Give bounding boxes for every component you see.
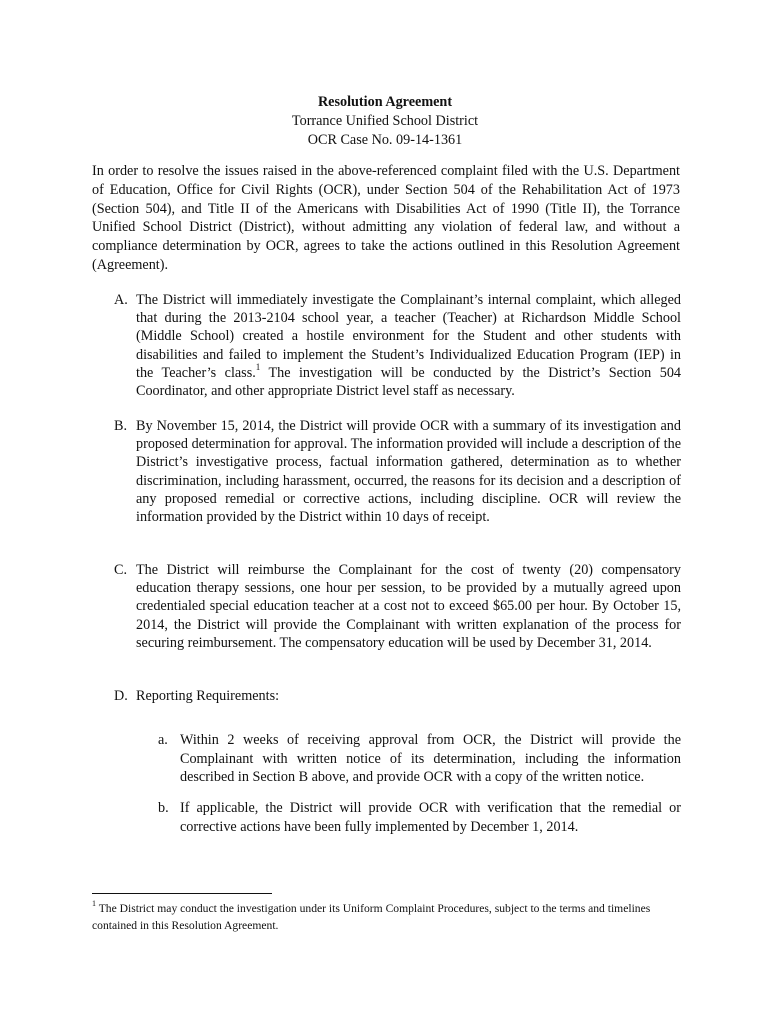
footnote-ref: 1 <box>255 362 261 373</box>
item-a-text-part1: The District will immediately investigate the Complainant’s internal complaint, which alleged that during the 2013-2104 school year, a teacher (Teacher) at Richardson Middle School (Middle School) created a hostile environment for the Student and other students with disabilities and failed to implement the Student’s Individualized Education Program (IEP) in the Teacher’s class. <box>136 292 681 381</box>
document-header <box>0 93 770 150</box>
footnote-text: The District may conduct the investigation under its Uniform Complaint Procedures, subject to the terms and timelines contained in this Resolution Agreement. <box>92 902 651 932</box>
subitem-b <box>158 799 681 836</box>
case-number: OCR Case No. 09-14-1361 <box>307 132 463 148</box>
item-b <box>114 417 681 526</box>
item-a <box>114 291 681 400</box>
item-a-text <box>136 291 681 400</box>
subitem-b-text: If applicable, the District will provide OCR with verification that the remedial or corrective actions have been fully implemented by December 1, 2014. <box>180 800 681 835</box>
item-a-label: A. <box>114 292 128 308</box>
intro-paragraph: In order to resolve the issues raised in the above-referenced complaint filed with the U.S. Department of Education, Office for Civil Rights (OCR), under Section 504 of the Rehabilitation Act of 1973 (Section 504), and Title II of the Americans with Disabilities Act of 1990 (Title II), the Torrance Unified School District (District), without admitting any violation of federal law, and without a compliance determination by OCR, agrees to take the actions outlined in this Resolution Agreement (Agreement). <box>92 163 680 273</box>
item-c <box>114 561 681 652</box>
subitem-a-label: a. <box>158 732 168 748</box>
item-d-label: D. <box>114 688 128 704</box>
footnote-marker: 1 <box>92 899 96 909</box>
district-name: Torrance Unified School District <box>291 113 479 129</box>
footnote <box>92 900 680 934</box>
item-d-text: Reporting Requirements: <box>136 688 280 704</box>
subitem-b-label: b. <box>158 800 169 816</box>
item-a-text-part2: The investigation will be conducted by the District’s Section 504 Coordinator, and other appropriate District level staff as necessary. <box>136 364 682 400</box>
item-b-label: B. <box>114 418 128 434</box>
item-c-text: The District will reimburse the Complainant for the cost of twenty (20) compensatory education therapy sessions, one hour per session, to be provided by a mutually agreed upon credentialed special education teacher at a cost not to exceed $65.00 per hour. By October 15, 2014, the District will provide the Complainant with written explanation of the process for securing reimbursement. The compensatory education will be used by December 31, 2014. <box>136 562 681 651</box>
item-b-text: By November 15, 2014, the District will provide OCR with a summary of its investigation and proposed determination for approval. The information provided will include a description of the District’s investigative process, factual information gathered, determination as to whether discrimination, including harassment, occurred, the reasons for its decision and a description of any proposed remedial or corrective actions, including discipline. OCR will review the information provided by the District within 10 days of receipt. <box>136 418 681 526</box>
item-c-label: C. <box>114 562 128 578</box>
footnote-divider <box>92 893 272 894</box>
document-title: Resolution Agreement <box>317 94 453 110</box>
subitem-a <box>158 731 681 787</box>
item-d <box>114 687 681 705</box>
subitem-a-text: Within 2 weeks of receiving approval from OCR, the District will provide the Complainant with written notice of its determination, including the information described in Section B above, and provide OCR with a copy of the written notice. <box>180 732 681 786</box>
